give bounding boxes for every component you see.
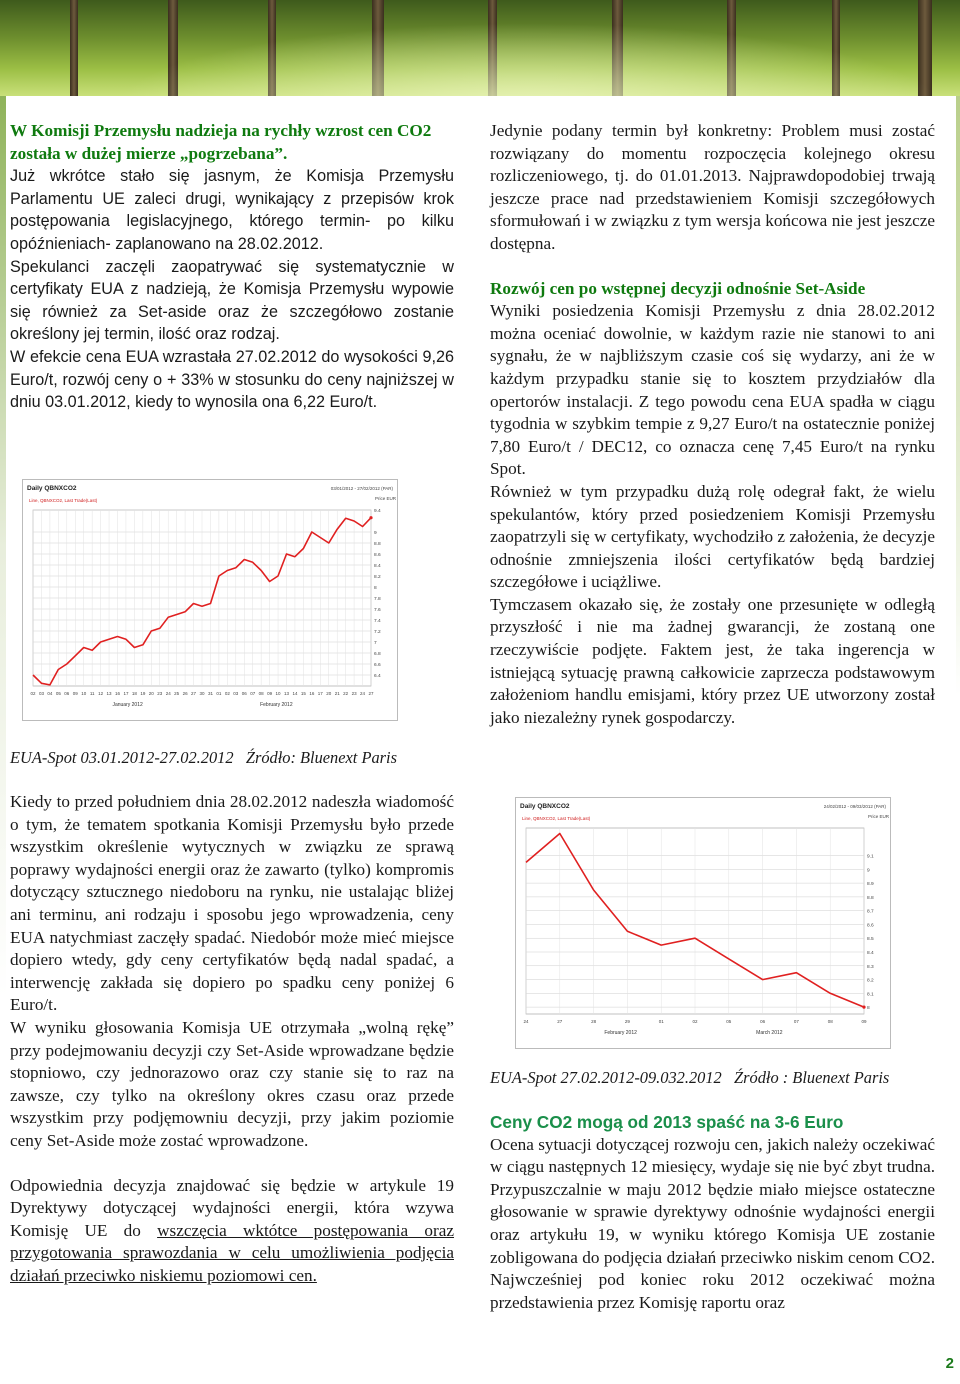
- chart-y-tick-label: 9: [867, 868, 870, 874]
- chart-y-tick-label: 8.4: [867, 951, 874, 956]
- chart-x-tick-label: 19: [140, 691, 146, 696]
- left-paragraph-6: [10, 1175, 454, 1288]
- chart-month-label: February 2012: [260, 702, 293, 708]
- chart-x-tick-label: 14: [292, 691, 298, 696]
- price-chart-1-svg: [23, 480, 397, 720]
- page-number: 2: [945, 1355, 954, 1372]
- chart-y-tick-label: 8.9: [867, 882, 874, 888]
- right-chart-caption: EUA-Spot 27.02.2012-09.032.2012 Źródło : Bluenext Paris: [490, 1068, 890, 1087]
- chart-x-tick-label: 22: [343, 691, 349, 696]
- chart-y-tick-label: 8.7: [867, 909, 874, 915]
- price-chart-1: [22, 479, 398, 721]
- chart-x-tick-label: 06: [760, 1019, 766, 1024]
- chart-x-tick-label: 16: [114, 691, 121, 696]
- chart-x-tick-label: 21: [334, 691, 340, 696]
- chart-x-tick-label: 23: [157, 691, 163, 696]
- chart-x-tick-label: 24: [165, 691, 171, 696]
- chart-x-tick-label: 24: [360, 691, 366, 696]
- chart-legend: Line, QBNXCO2, Last Trade(Last): [29, 498, 98, 503]
- chart-x-tick-label: 01: [216, 691, 222, 696]
- chart-x-tick-label: 17: [317, 691, 323, 696]
- chart-x-tick-label: 06: [64, 691, 70, 696]
- chart-x-tick-label: 23: [351, 691, 357, 696]
- right-paragraph-4: Tymczasem okazało się, że zostały one przesunięte w odległą przyszłość i nie ma żadnej gwarancji, że zostaną one rzeczywiście podjęte. Faktem jest, że taka ingerencja w istniejącą sytuację prawną całkowicie zaprzecza podstawowym założeniom handlu emisjami, który przez UE utworzony został jako niezależny rynek gospodarczy.: [490, 594, 935, 727]
- chart-y-tick-label: 6.6: [374, 663, 381, 668]
- chart-ylabel: Price EUR: [868, 814, 890, 819]
- chart-legend: Line, QBNXCO2, Last Trade(Last): [522, 816, 591, 821]
- chart-x-tick-label: 18: [131, 691, 137, 696]
- chart-x-tick-label: 31: [207, 691, 213, 696]
- left-column-lower: [10, 791, 454, 1287]
- chart-x-tick-label: 27: [368, 691, 374, 696]
- right-column-lower: [490, 1111, 935, 1314]
- chart-x-tick-label: 13: [106, 691, 112, 696]
- left-decor-strip: [0, 96, 6, 1384]
- left-heading: W Komisji Przemysłu nadzieja na rychły wzrost cen CO2 została w dużej mierze „pogrzebana”.: [10, 121, 432, 163]
- chart-y-tick-label: 7.2: [374, 630, 381, 635]
- chart-x-tick-label: 06: [241, 691, 247, 696]
- chart-y-tick-label: 9: [374, 531, 377, 536]
- chart-x-tick-label: 03: [38, 691, 44, 696]
- left-paragraph-6-underlined: wszczęcia wktótce postępowania oraz przygotowania sprawozdania w celu umożliwienia podjęcia działań przeciwko niskiemu poziomowi cen.: [10, 1220, 455, 1285]
- chart-x-tick-label: 01: [658, 1019, 664, 1024]
- chart-x-tick-label: 15: [300, 691, 306, 696]
- chart-y-tick-label: 6.4: [374, 674, 381, 679]
- chart-y-tick-label: 6.8: [374, 652, 381, 657]
- chart-y-tick-label: 8.5: [867, 937, 874, 943]
- chart-x-tick-label: 17: [123, 691, 129, 696]
- chart-y-tick-label: 8: [867, 1006, 870, 1012]
- chart-x-tick-label: 02: [30, 691, 36, 696]
- chart-x-tick-label: 11: [89, 691, 95, 696]
- chart-x-tick-label: 02: [692, 1019, 698, 1024]
- chart-title: Daily QBNXCO2: [520, 803, 570, 810]
- chart-y-tick-label: 7.6: [374, 608, 381, 613]
- right-paragraph-3: Również w tym przypadku dużą rolę odegrał fakt, że wielu spekulantów, który przed posiedzeniem Komisji Przemysłu zaopatrzyli się w certyfikaty, wychodziło z założenia, że decyzje odnośnie zmniejszenia ilości certyfikatów będą bardziej szczegółowe i uciążliwe.: [490, 481, 935, 592]
- chart-x-tick-label: 12: [98, 691, 104, 696]
- chart-y-tick-label: 9.1: [867, 854, 874, 860]
- left-paragraph-2: Spekulanci zaczęli zaopatrywać się systematycznie w certyfikaty EUA z nadzieją, że Komisja Przemysłu wypowie się również za Set-aside oraz że szczegółowo zostanie określony jej termin, ilość oraz rodzaj.: [10, 257, 454, 344]
- chart-x-tick-label: 20: [326, 691, 332, 696]
- chart-y-tick-label: 8.3: [867, 964, 874, 970]
- chart-y-tick-label: 8.2: [374, 575, 381, 580]
- price-chart-2: [515, 797, 891, 1049]
- chart-y-tick-label: 8.2: [867, 978, 874, 984]
- chart-month-label: February 2012: [604, 1030, 637, 1036]
- chart-x-tick-label: 03: [233, 691, 239, 696]
- chart-x-tick-label: 07: [793, 1019, 799, 1024]
- chart-x-tick-label: 09: [861, 1019, 867, 1024]
- right-heading-2: Ceny CO2 mogą od 2013 spaść na 3-6 Euro: [490, 1112, 844, 1132]
- price-chart-2-svg: [516, 798, 890, 1048]
- chart-x-tick-label: 08: [258, 691, 264, 696]
- chart-title: Daily QBNXCO2: [27, 485, 77, 492]
- chart-month-label: January 2012: [112, 702, 143, 708]
- forest-banner-image: [0, 0, 960, 96]
- chart-x-tick-label: 10: [275, 691, 281, 696]
- right-column: [490, 120, 935, 729]
- chart-x-tick-label: 09: [72, 691, 78, 696]
- chart-x-tick-label: 08: [827, 1019, 833, 1024]
- chart-y-tick-label: 8.6: [867, 923, 874, 929]
- right-paragraph-5: Ocena sytuacji dotyczącej rozwoju cen, jakich należy oczekiwać w ciągu następnych 12 miesięcy, wydaje się nie być zbyt trudna. Przypuszczalnie w maju 2012 będzie miało miejsce ostateczne głosowanie w sprawie dyrektywy odnośnie wydajności energii oraz artykułu 19, w wyniku którego Komisja UE zostanie zobligowana do podjęcia działań przeciwko niskim cenom CO2. Najwcześniej pod koniec roku 2012 oczekiwać można przedstawienia przez Komisję raportu oraz: [490, 1134, 935, 1312]
- left-paragraph-1: Już wkrótce stało się jasnym, że Komisja Przemysłu Parlamentu UE zaleci drugi, wynikający z przepisów krok postępowania legislacyjnego, którego termin- po kilku opóźnieniach- zaplanowano na 28.02.2012.: [10, 167, 454, 253]
- left-column: [10, 120, 454, 414]
- chart-y-tick-label: 8.8: [867, 895, 874, 901]
- chart-x-tick-label: 29: [624, 1019, 630, 1024]
- chart-x-tick-label: 13: [283, 691, 290, 696]
- left-paragraph-4: Kiedy to przed południem dnia 28.02.2012 nadeszła wiadomość o tym, że tematem spotkania Komisji Przemysłu było przede wszystkim określenie wytycznych w związku ze sprawą poprawy wydajności energii oraz że zawarto (tylko) kompromis dotyczący sztucznego niedoboru na rynku, nie ustalając bliżej ani terminu, ani rodzaju i sposobu jego wprowadzenia, ceny EUA natychmiast zaczęły spadać. Niedobór może mieć miejsce dopiero wtedy, gdy ceny certyfikatów będą nadal spadać, a interwencję zakłada się dopiero po spadku ceny poniżej 6 Euro/t.: [10, 792, 454, 1015]
- left-chart-caption: EUA-Spot 03.01.2012-27.02.2012 Źródło: Bluenext Paris: [10, 748, 397, 767]
- chart-date-range: 24/02/2012 - 09/03/2012 (PAR): [823, 804, 886, 809]
- chart-x-tick-label: 25: [174, 691, 180, 696]
- chart-x-tick-label: 27: [191, 691, 197, 696]
- chart-x-tick-label: 24: [523, 1019, 529, 1024]
- chart-last-point: [862, 1006, 865, 1009]
- left-paragraph-3: W efekcie cena EUA wzrastała 27.02.2012 do wysokości 9,26 Euro/t, rozwój ceny o + 33% w stosunku do ceny najniższej w dniu 03.01.2012, kiedy to wynosila ona 6,22 Euro/t.: [10, 347, 454, 412]
- chart-date-range: 03/01/2012 - 27/02/2012 (PAR): [330, 486, 393, 491]
- chart-x-tick-label: 30: [199, 691, 205, 696]
- chart-y-tick-label: 8.4: [374, 564, 381, 569]
- chart-y-tick-label: 8.1: [867, 992, 874, 998]
- chart-x-tick-label: 28: [591, 1019, 597, 1024]
- chart-x-tick-label: 04: [47, 691, 53, 696]
- chart-x-tick-label: 10: [81, 691, 87, 696]
- right-paragraph-2: Wyniki posiedzenia Komisji Przemysłu z dnia 28.02.2012 można oceniać dowolnie, w każdym razie nie stanowi to ani sygnału, że w najbliższym czasie coś się wydarzy, ani że w każdym przypadku stanie się to kosztem przydziałów dla opertorów instalacji. Z tego powodu cena EUA spadła w ciągu tygodnia w szybkim tempie z 9,27 Euro/t na ostatecznie poniżej 7,80 Euro/t / DEC12, co oznacza cenę 7,45 Euro/t na rynku Spot.: [490, 301, 935, 479]
- chart-y-tick-label: 8.8: [374, 542, 381, 547]
- chart-y-tick-label: 8.6: [374, 553, 381, 558]
- chart-last-point: [369, 516, 372, 519]
- chart-x-tick-label: 05: [55, 691, 61, 696]
- chart-y-tick-label: 9.4: [374, 509, 381, 514]
- left-paragraph-6-text: Odpowiednia decyzja znajdować się będzie w artykule 19 Dyrektywy dotyczącej wydajności energii, która wzywa Komisję UE do: [10, 1175, 454, 1240]
- chart-month-label: March 2012: [756, 1030, 783, 1036]
- chart-y-tick-label: 7: [374, 641, 377, 646]
- right-decor-strip: [956, 96, 960, 696]
- chart-x-tick-label: 05: [726, 1019, 732, 1024]
- chart-x-tick-label: 27: [557, 1019, 563, 1024]
- chart-x-tick-label: 16: [309, 691, 315, 696]
- chart-x-tick-label: 20: [148, 691, 154, 696]
- chart-x-tick-label: 02: [224, 691, 230, 696]
- right-heading-1: Rozwój cen po wstępnej decyzji odnośnie Set-Aside: [490, 278, 866, 298]
- chart-y-tick-label: 8: [374, 586, 377, 591]
- right-paragraph-1: Jedynie podany termin był konkretny: Problem musi zostać rozwiązany do momentu rozpoczęcia kolejnego okresu rozliczeniowego, tj. do 01.01.2013. Najprawdopodobiej trwają jeszcze prace nad przedstawieniem Komisji szczegółowych sformułowań i w związku z tym wersja końcowa nie jest jeszcze dostępna.: [490, 121, 935, 253]
- chart-y-tick-label: 7.8: [374, 597, 381, 602]
- chart-ylabel: Price EUR: [375, 496, 397, 501]
- chart-y-tick-label: 7.4: [374, 619, 381, 624]
- left-paragraph-5: W wyniku głosowania Komisja UE otrzymała „wolną rękę” przy podejmowaniu decyzji czy Set-Aside wprowadzane będzie stopniowo, czy jednorazowo oraz czy stanie się to raz na zawsze, czy tylko na określony okres czasu oraz przede wszystkim przy podjęmowniu decyzji, przy jakim poziomie ceny Set-Aside może zostać wprowadzone.: [10, 1017, 454, 1150]
- chart-x-tick-label: 09: [267, 691, 273, 696]
- chart-x-tick-label: 07: [250, 691, 256, 696]
- chart-x-tick-label: 26: [182, 691, 188, 696]
